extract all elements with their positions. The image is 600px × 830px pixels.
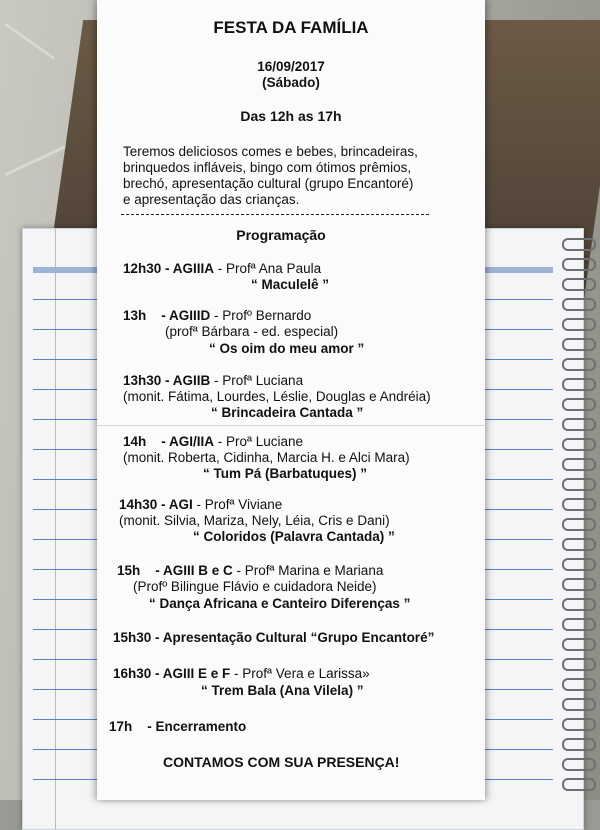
performance-title: “ Coloridos (Palavra Cantada) ” <box>193 529 395 544</box>
schedule-item: 12h30 - AGIIIA - Profª Ana Paula <box>123 261 322 276</box>
intro-line: brechó, apresentação cultural (grupo Encantoré) <box>123 176 414 191</box>
closing-message: CONTAMOS COM SUA PRESENÇA! <box>163 754 400 770</box>
intro-line: brinquedos infláveis, bingo com ótimos prêmios, <box>123 160 412 175</box>
dashed-separator <box>121 214 429 215</box>
performance-title: “ Dança Africana e Canteiro Diferenças ” <box>149 596 411 611</box>
performance-title: “ Brincadeira Cantada ” <box>211 405 364 420</box>
schedule-item: 15h30 - Apresentação Cultural “Grupo Encantoré” <box>113 630 435 645</box>
paper-fold <box>97 425 485 426</box>
intro-line: Teremos deliciosos comes e bebes, brincadeiras, <box>123 144 418 159</box>
performance-title: “ Trem Bala (Ana Vilela) ” <box>201 683 364 698</box>
event-flyer <box>97 0 485 800</box>
schedule-assistants: (profª Bárbara - ed. especial) <box>165 324 339 339</box>
schedule-assistants: (Profº Bilingue Flávio e cuidadora Neide) <box>133 579 377 594</box>
schedule-item: 13h - AGIIID - Profº Bernardo <box>123 308 312 323</box>
schedule-assistants: (monit. Fátima, Lourdes, Léslie, Douglas e Andréia) <box>123 389 431 404</box>
schedule-item: 13h30 - AGIIB - Profª Luciana <box>123 373 304 388</box>
intro-line: e apresentação das crianças. <box>123 192 300 207</box>
notebook-margin-line <box>55 229 56 829</box>
flyer-title: FESTA DA FAMÍLIA <box>213 18 369 37</box>
event-date: 16/09/2017 <box>257 59 325 74</box>
performance-title: “ Tum Pá (Barbatuques) ” <box>203 466 368 481</box>
schedule-item: 15h - AGIII B e C - Profª Marina e Mariana <box>117 563 384 578</box>
event-weekday: (Sábado) <box>262 75 320 90</box>
schedule-item: 14h - AGI/IIA - Proª Luciane <box>123 434 304 449</box>
notebook-spiral-binding <box>560 228 600 800</box>
program-heading: Programação <box>236 227 326 243</box>
performance-title: “ Maculelê ” <box>251 277 330 292</box>
performance-title: “ Os oim do meu amor ” <box>209 341 365 356</box>
schedule-item: 14h30 - AGI - Profª Viviane <box>119 497 283 512</box>
event-hours: Das 12h as 17h <box>240 108 342 124</box>
schedule-item: 16h30 - AGIII E e F - Profª Vera e Larissa» <box>113 666 370 681</box>
schedule-assistants: (monit. Silvia, Mariza, Nely, Léia, Cris e Dani) <box>119 513 390 528</box>
schedule-assistants: (monit. Roberta, Cidinha, Marcia H. e Alci Mara) <box>123 450 410 465</box>
schedule-item: 17h - Encerramento <box>109 719 247 734</box>
